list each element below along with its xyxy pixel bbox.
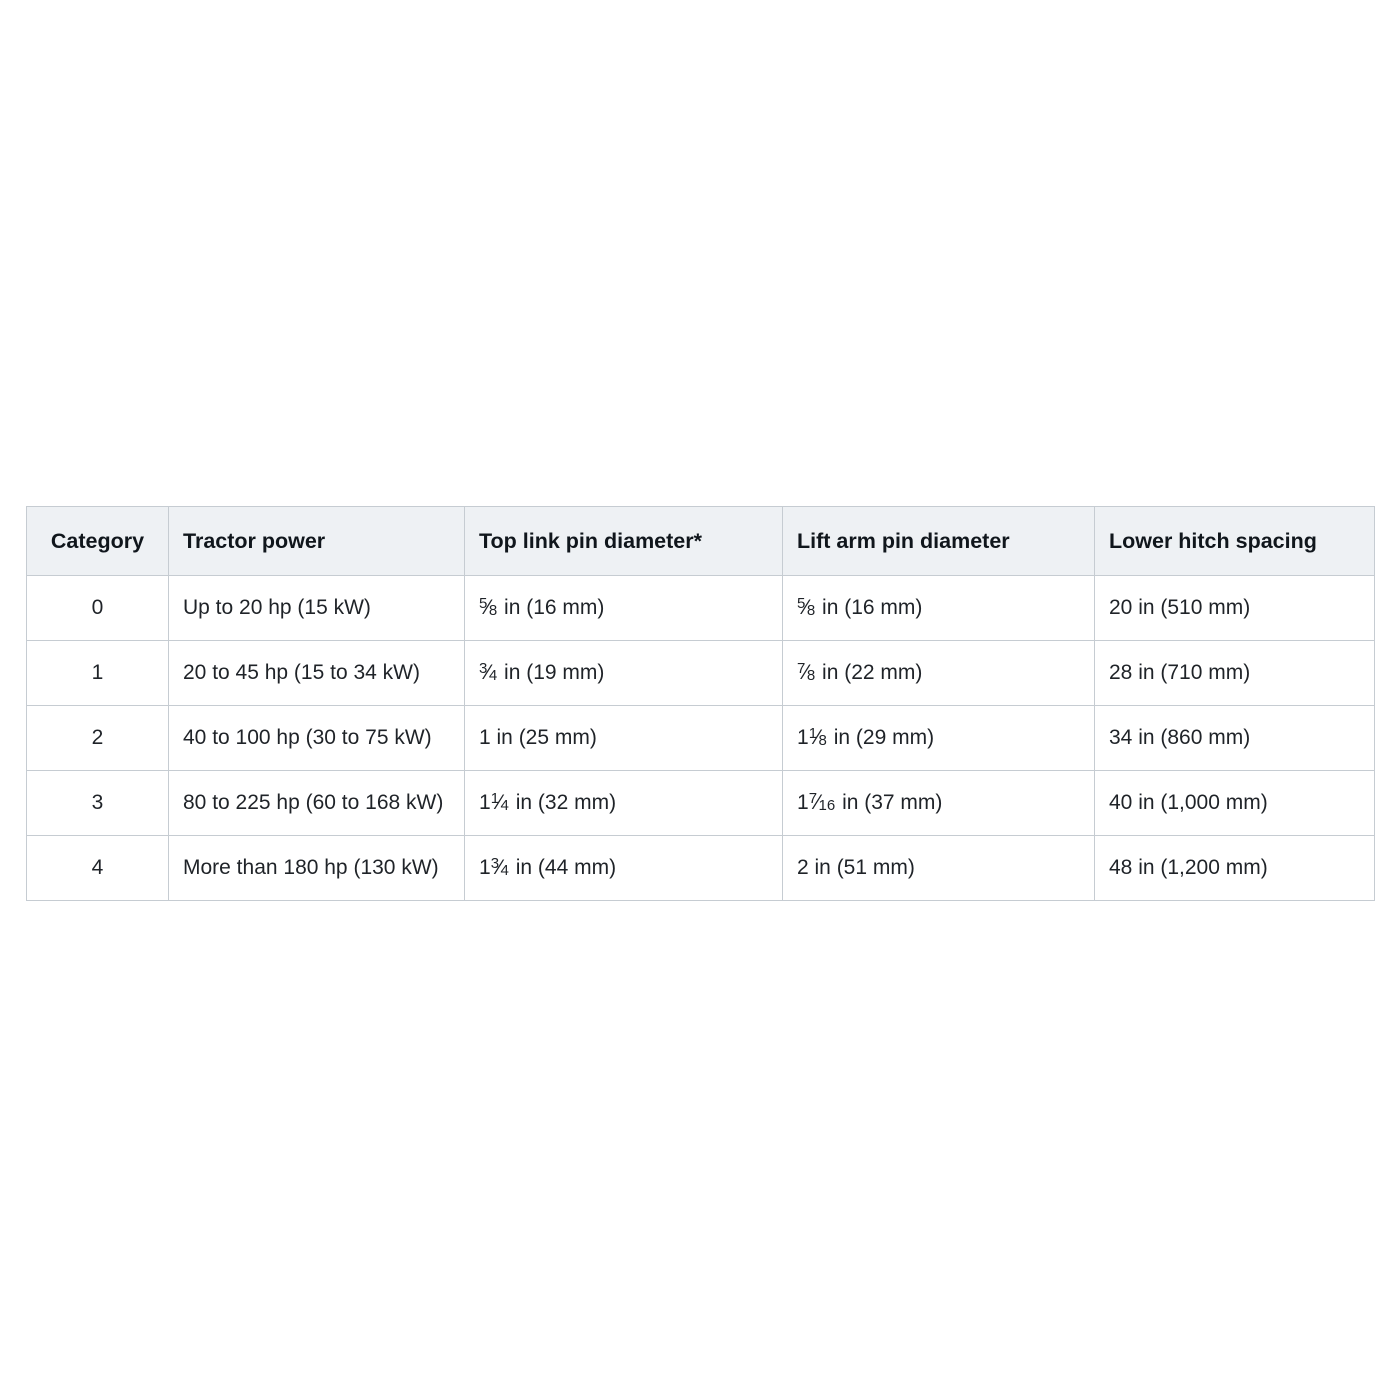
table-row bbox=[27, 576, 1375, 641]
cell-category: 1 bbox=[27, 641, 169, 706]
cell-lift-arm-pin-diameter: $1^7⁄16$ in (37 mm) bbox=[783, 771, 1095, 836]
three-point-hitch-category-table bbox=[26, 506, 1374, 901]
cell-category: 4 bbox=[27, 836, 169, 901]
cell-tractor-power: More than 180 hp (130 kW) bbox=[169, 836, 465, 901]
column-header-top-link-pin-diameter: Top link pin diameter* bbox=[465, 507, 783, 576]
cell-lower-hitch-spacing: 34 in (860 mm) bbox=[1095, 706, 1375, 771]
cell-top-link-pin-diameter: $^3$⁄4 in (19 mm) bbox=[465, 641, 783, 706]
cell-tractor-power: Up to 20 hp (15 kW) bbox=[169, 576, 465, 641]
table-header bbox=[27, 507, 1375, 576]
table-header-row bbox=[27, 507, 1375, 576]
cell-tractor-power: 20 to 45 hp (15 to 34 kW) bbox=[169, 641, 465, 706]
cell-lower-hitch-spacing: 48 in (1,200 mm) bbox=[1095, 836, 1375, 901]
cell-top-link-pin-diameter: $1^1⁄4$ in (32 mm) bbox=[465, 771, 783, 836]
cell-category: 0 bbox=[27, 576, 169, 641]
cell-tractor-power: 40 to 100 hp (30 to 75 kW) bbox=[169, 706, 465, 771]
table-row bbox=[27, 706, 1375, 771]
spec-table bbox=[26, 506, 1375, 901]
cell-lower-hitch-spacing: 40 in (1,000 mm) bbox=[1095, 771, 1375, 836]
cell-lift-arm-pin-diameter: $^5$⁄8 in (16 mm) bbox=[783, 576, 1095, 641]
column-header-lift-arm-pin-diameter: Lift arm pin diameter bbox=[783, 507, 1095, 576]
cell-top-link-pin-diameter: $1^3⁄4$ in (44 mm) bbox=[465, 836, 783, 901]
cell-lift-arm-pin-diameter: $^7$⁄8 in (22 mm) bbox=[783, 641, 1095, 706]
cell-top-link-pin-diameter: $^5$⁄8 in (16 mm) bbox=[465, 576, 783, 641]
table-row bbox=[27, 641, 1375, 706]
table-row bbox=[27, 836, 1375, 901]
cell-lift-arm-pin-diameter: 2 in (51 mm) bbox=[783, 836, 1095, 901]
cell-lift-arm-pin-diameter: $1^1⁄8$ in (29 mm) bbox=[783, 706, 1095, 771]
column-header-tractor-power: Tractor power bbox=[169, 507, 465, 576]
table-row bbox=[27, 771, 1375, 836]
cell-lower-hitch-spacing: 20 in (510 mm) bbox=[1095, 576, 1375, 641]
table-body bbox=[27, 576, 1375, 901]
cell-tractor-power: 80 to 225 hp (60 to 168 kW) bbox=[169, 771, 465, 836]
column-header-category: Category bbox=[27, 507, 169, 576]
cell-lower-hitch-spacing: 28 in (710 mm) bbox=[1095, 641, 1375, 706]
column-header-lower-hitch-spacing: Lower hitch spacing bbox=[1095, 507, 1375, 576]
cell-category: 3 bbox=[27, 771, 169, 836]
cell-top-link-pin-diameter: 1 in (25 mm) bbox=[465, 706, 783, 771]
cell-category: 2 bbox=[27, 706, 169, 771]
